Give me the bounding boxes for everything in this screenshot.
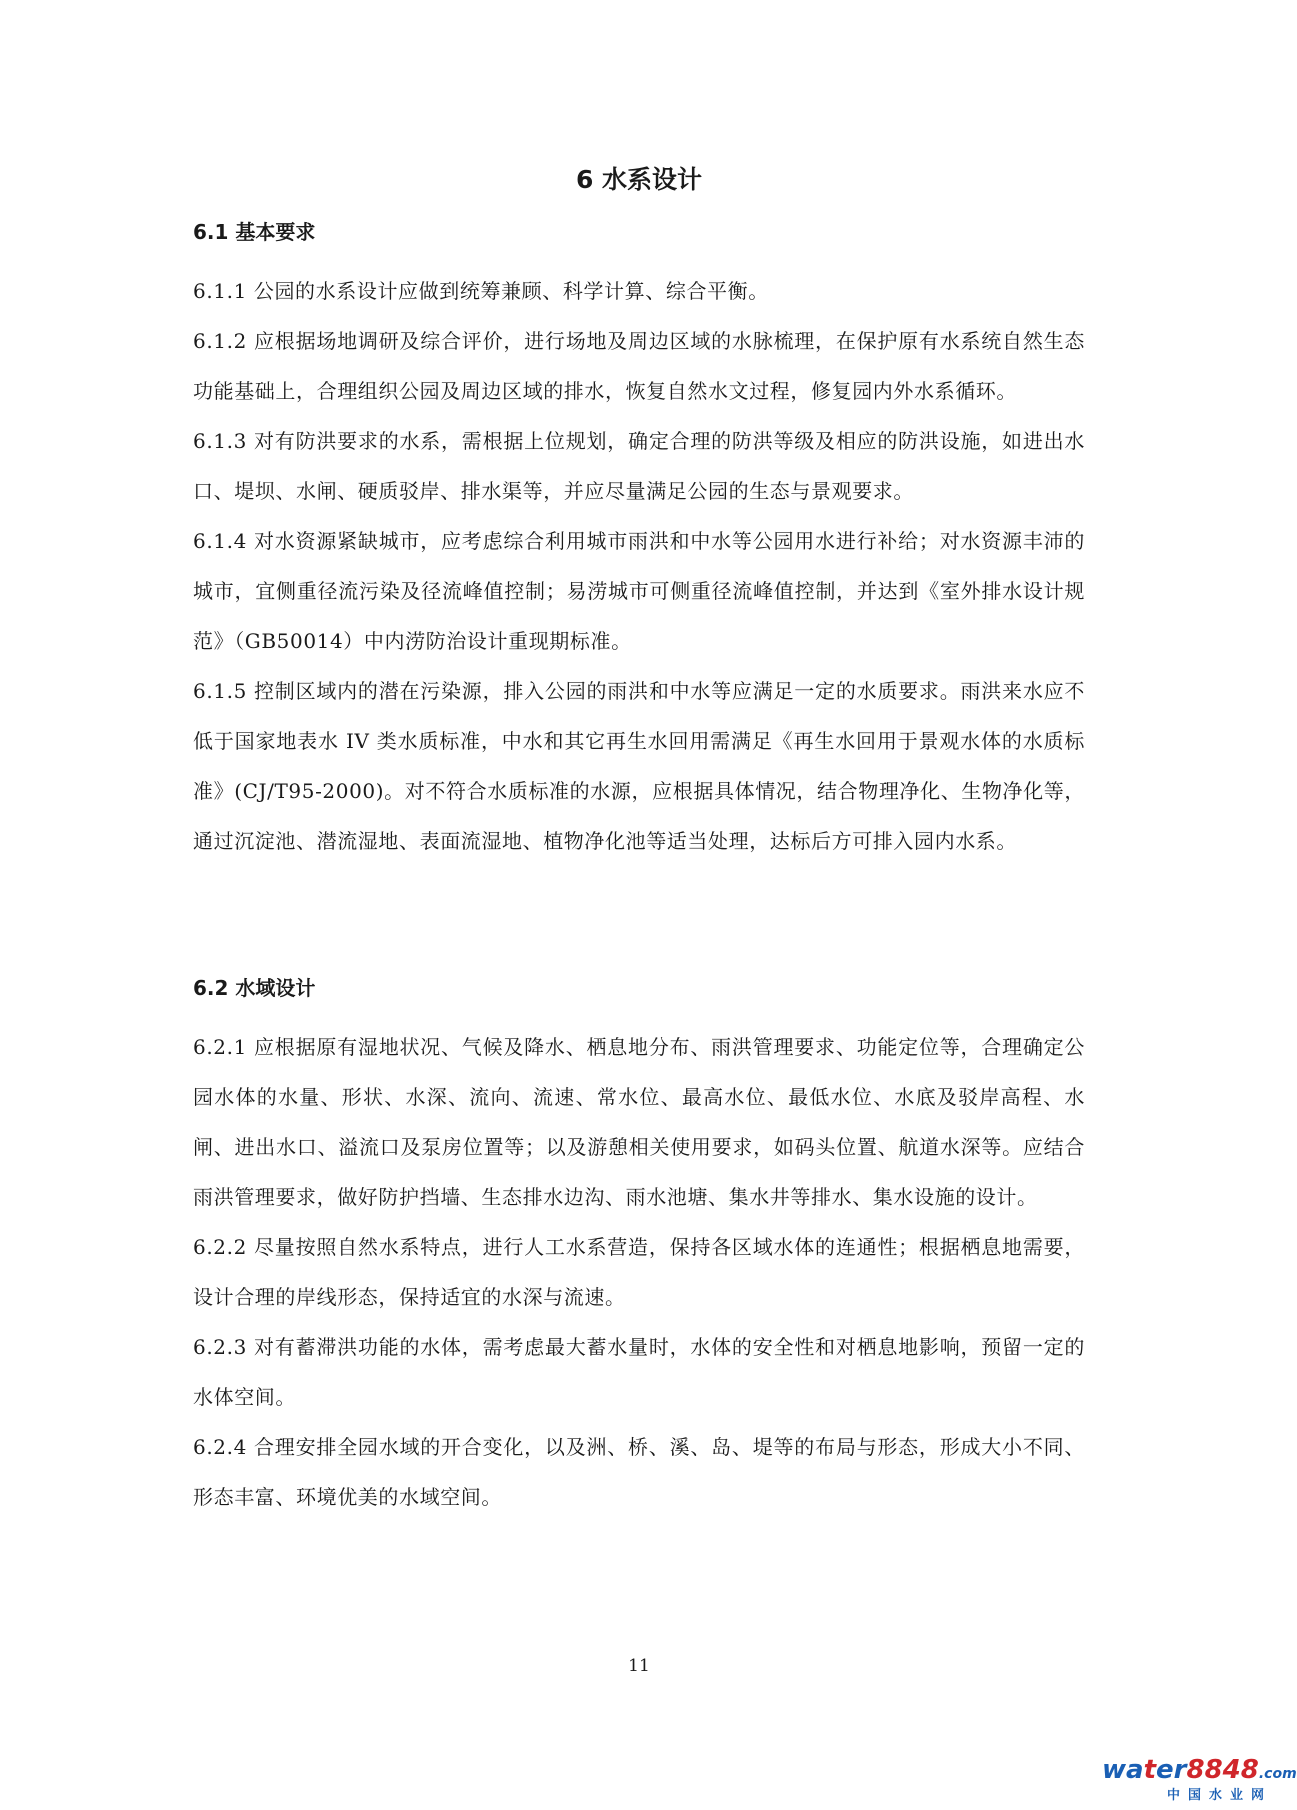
- page-number: 11: [628, 1656, 650, 1676]
- watermark-subtitle: 中国水业网: [1166, 1788, 1272, 1803]
- paragraph-6-1-4: 6.1.4 对水资源紧缺城市，应考虑综合利用城市雨洪和中水等公园用水进行补给；对水资源丰沛的城市，宜侧重径流污染及径流峰值控制；易涝城市可侧重径流峰值控制，并达到《室外排水设计规范》（GB50014）中内涝防治设计重现期标准。: [193, 529, 1085, 653]
- paragraph-6-2-3: 6.2.3 对有蓄滞洪功能的水体，需考虑最大蓄水量时，水体的安全性和对栖息地影响，预留一定的水体空间。: [193, 1335, 1085, 1409]
- watermark-wordmark: water8848.com: [1102, 1755, 1297, 1785]
- paragraph-6-1-2: 6.1.2 应根据场地调研及综合评价，进行场地及周边区域的水脉梳理，在保护原有水系统自然生态功能基础上，合理组织公园及周边区域的排水，恢复自然水文过程，修复园内外水系循环。: [193, 329, 1085, 403]
- section-heading: 6.2 水域设计: [193, 976, 316, 1000]
- site-watermark-logo: [1102, 1755, 1297, 1804]
- paragraph-6-1-5: 6.1.5 控制区域内的潜在污染源，排入公园的雨洪和中水等应满足一定的水质要求。雨洪来水应不低于国家地表水 IV 类水质标准，中水和其它再生水回用需满足《再生水回用于景观水体的水质标准》(CJ/T95-2000)。对不符合水质标准的水源，应根据具体情况，结合物理净化、生物净化等，通过沉淀池、潜流湿地、表面流湿地、植物净化池等适当处理，达标后方可排入园内水系。: [193, 679, 1085, 853]
- paragraph-6-2-1: 6.2.1 应根据原有湿地状况、气候及降水、栖息地分布、雨洪管理要求、功能定位等，合理确定公园水体的水量、形状、水深、流向、流速、常水位、最高水位、最低水位、水底及驳岸高程、水闸、进出水口、溢流口及泵房位置等；以及游憩相关使用要求，如码头位置、航道水深等。应结合雨洪管理要求，做好防护挡墙、生态排水边沟、雨水池塘、集水井等排水、集水设施的设计。: [193, 1035, 1085, 1209]
- section-heading: 6.1 基本要求: [193, 220, 316, 244]
- chapter-title: 6 水系设计: [575, 165, 703, 194]
- paragraph-6-1-3: 6.1.3 对有防洪要求的水系，需根据上位规划，确定合理的防洪等级及相应的防洪设施，如进出水口、堤坝、水闸、硬质驳岸、排水渠等，并应尽量满足公园的生态与景观要求。: [193, 429, 1085, 503]
- section-6-2: [193, 974, 1085, 1522]
- paragraph-6-2-2: 6.2.2 尽量按照自然水系特点，进行人工水系营造，保持各区域水体的连通性；根据栖息地需要，设计合理的岸线形态，保持适宜的水深与流速。: [193, 1235, 1085, 1309]
- paragraph-6-2-4: 6.2.4 合理安排全园水域的开合变化，以及洲、桥、溪、岛、堤等的布局与形态，形成大小不同、形态丰富、环境优美的水域空间。: [193, 1435, 1085, 1509]
- section-6-1: [193, 218, 1085, 866]
- paragraph-6-1-1: 6.1.1 公园的水系设计应做到统筹兼顾、科学计算、综合平衡。: [193, 279, 769, 303]
